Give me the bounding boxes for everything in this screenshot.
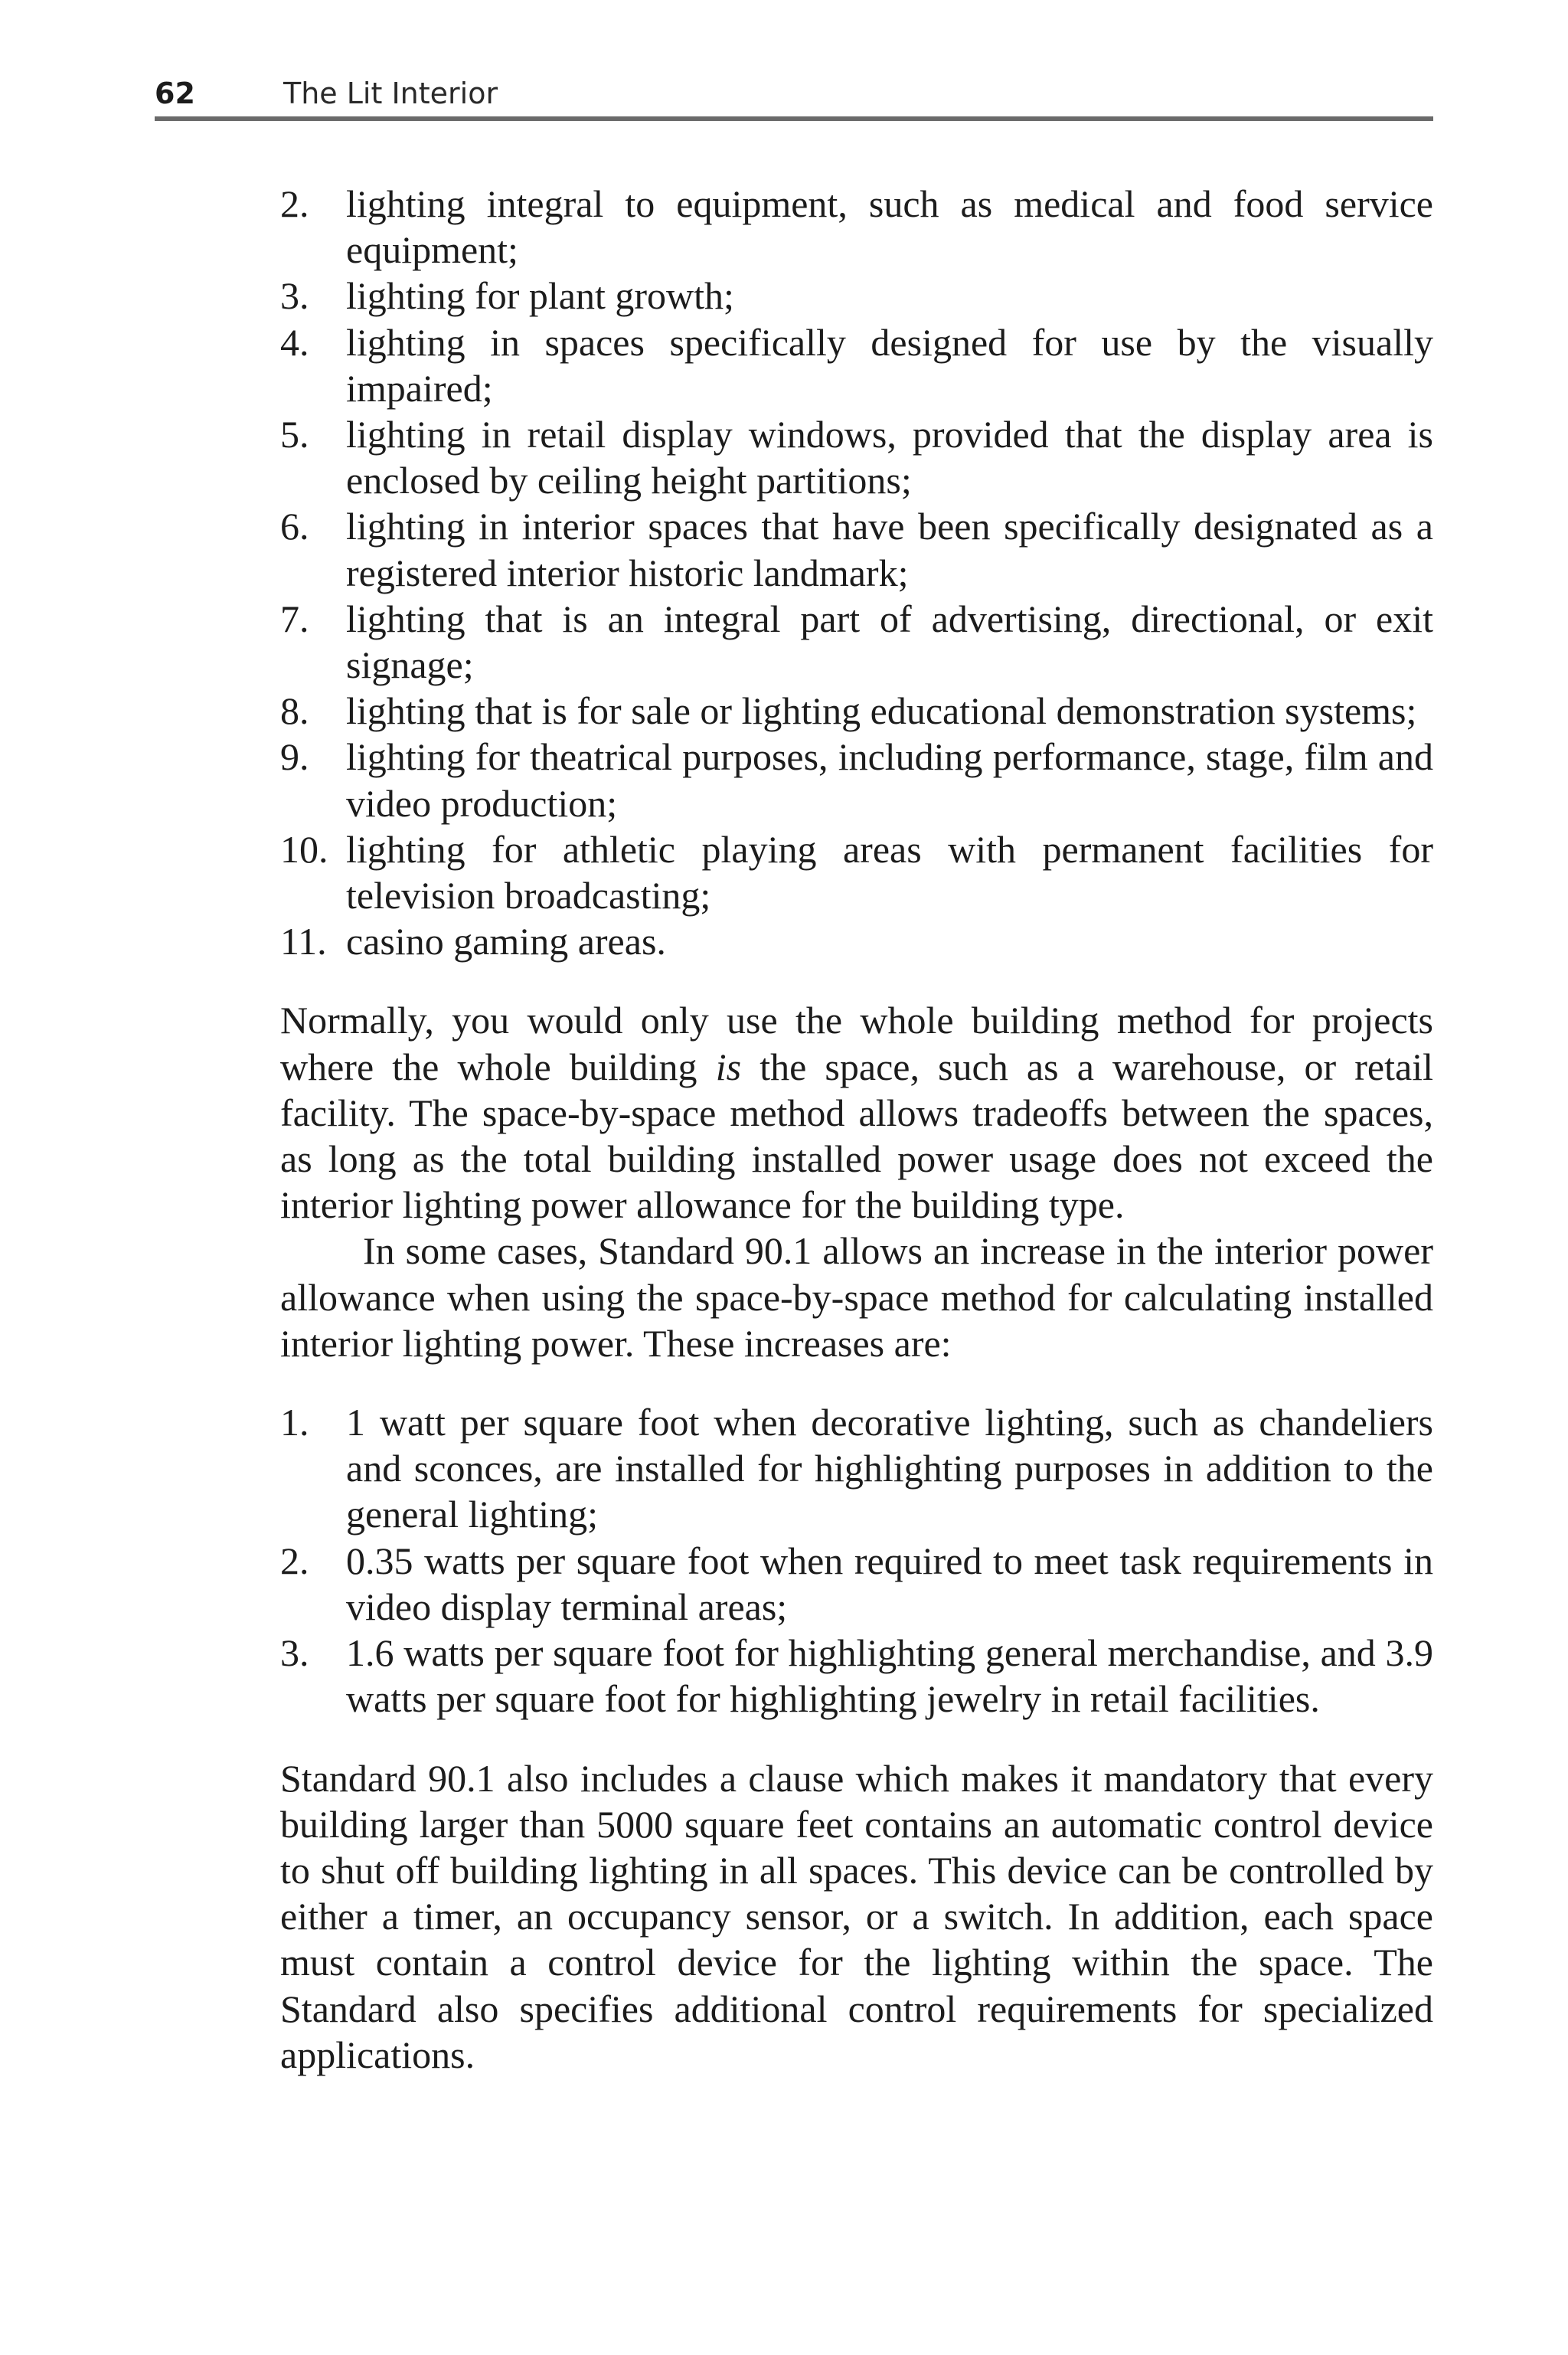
list-item-text: lighting in spaces specifically designed for use by the visually impaired; bbox=[346, 320, 1433, 410]
list-item-number: 4. bbox=[280, 320, 309, 364]
list-item-number: 10. bbox=[280, 827, 328, 871]
list-item bbox=[280, 734, 1433, 826]
list-item bbox=[280, 273, 1433, 319]
list-item-text: lighting in retail display windows, provided that the display area is enclosed by ceiling height partitions; bbox=[346, 413, 1433, 502]
list-item-number: 3. bbox=[280, 274, 309, 318]
list-item bbox=[280, 596, 1433, 688]
list-item-number: 3. bbox=[280, 1631, 309, 1675]
list-item bbox=[280, 918, 1433, 964]
list-item-text: lighting for theatrical purposes, including performance, stage, film and video production; bbox=[346, 735, 1433, 825]
list-item bbox=[280, 411, 1433, 503]
emphasis-text: is bbox=[715, 1045, 742, 1088]
paragraph-whole-building-method bbox=[280, 997, 1433, 1228]
increase-list bbox=[280, 1399, 1433, 1722]
list-item-text: lighting that is for sale or lighting educational demonstration systems; bbox=[346, 689, 1417, 733]
list-item-text: lighting integral to equipment, such as medical and food service equipment; bbox=[346, 182, 1433, 272]
section-spacer bbox=[280, 1722, 1433, 1755]
list-item bbox=[280, 503, 1433, 595]
list-item bbox=[280, 181, 1433, 273]
list-item bbox=[280, 1399, 1433, 1538]
paragraph-text: the space, such as a warehouse, or retail facility. The space-by-space method allows tradeoffs between the spaces, as long as the total building installed power usage does not exceed the interior lighting power allowance for the building type. bbox=[280, 1045, 1433, 1227]
paragraph-power-increase: In some cases, Standard 90.1 allows an increase in the interior power allowance when using the space-by-space method for calculating installed interior lighting power. These increases are: bbox=[280, 1229, 1433, 1365]
list-item bbox=[280, 688, 1433, 734]
list-item-number: 9. bbox=[280, 735, 309, 779]
list-item bbox=[280, 1538, 1433, 1630]
list-item-text: 0.35 watts per square foot when required to meet task requirements in video display terminal areas; bbox=[346, 1539, 1433, 1628]
section-spacer bbox=[280, 1366, 1433, 1399]
list-item-number: 7. bbox=[280, 597, 309, 640]
list-item-text: lighting for athletic playing areas with permanent facilities for television broadcasting; bbox=[346, 827, 1433, 917]
running-title: The Lit Interior bbox=[283, 77, 498, 110]
list-item bbox=[280, 1630, 1433, 1722]
list-item-number: 11. bbox=[280, 920, 327, 963]
list-item-text: casino gaming areas. bbox=[346, 920, 666, 963]
section-spacer bbox=[280, 964, 1433, 997]
paragraph-control-requirements: Standard 90.1 also includes a clause which makes it mandatory that every building larger than 5000 square feet contains an automatic control device to shut off building lighting in all spaces. This device can be controlled by either a timer, an occupancy sensor, or a switch. In addition, each space must contain a control device for the lighting within the space. The Standard also specifies additional control requirements for specialized applications. bbox=[280, 1756, 1433, 2076]
body-text bbox=[280, 181, 1433, 2078]
list-item-number: 2. bbox=[280, 1539, 309, 1582]
paragraph-text: Normally, you would only use the whole building method for projects where the whole building bbox=[280, 999, 1433, 1088]
list-item-number: 8. bbox=[280, 689, 309, 733]
list-item bbox=[280, 319, 1433, 411]
page-number: 62 bbox=[155, 77, 195, 110]
list-item-text: lighting for plant growth; bbox=[346, 274, 734, 318]
list-item-number: 1. bbox=[280, 1401, 309, 1444]
running-head bbox=[155, 74, 1433, 119]
list-item-text: lighting that is an integral part of advertising, directional, or exit signage; bbox=[346, 597, 1433, 687]
list-item-text: 1.6 watts per square foot for highlighting general merchandise, and 3.9 watts per square foot for highlighting jewelry in retail facilities. bbox=[346, 1631, 1433, 1721]
list-item-number: 2. bbox=[280, 182, 309, 225]
list-item-text: lighting in interior spaces that have been specifically designated as a registered interior historic landmark; bbox=[346, 505, 1433, 594]
list-item-text: 1 watt per square foot when decorative lighting, such as chandeliers and sconces, are installed for highlighting purposes in addition to the general lighting; bbox=[346, 1401, 1433, 1536]
list-item-number: 6. bbox=[280, 505, 309, 548]
exemption-list bbox=[280, 181, 1433, 964]
list-item-number: 5. bbox=[280, 413, 309, 456]
list-item bbox=[280, 826, 1433, 918]
header-rule bbox=[155, 116, 1433, 121]
